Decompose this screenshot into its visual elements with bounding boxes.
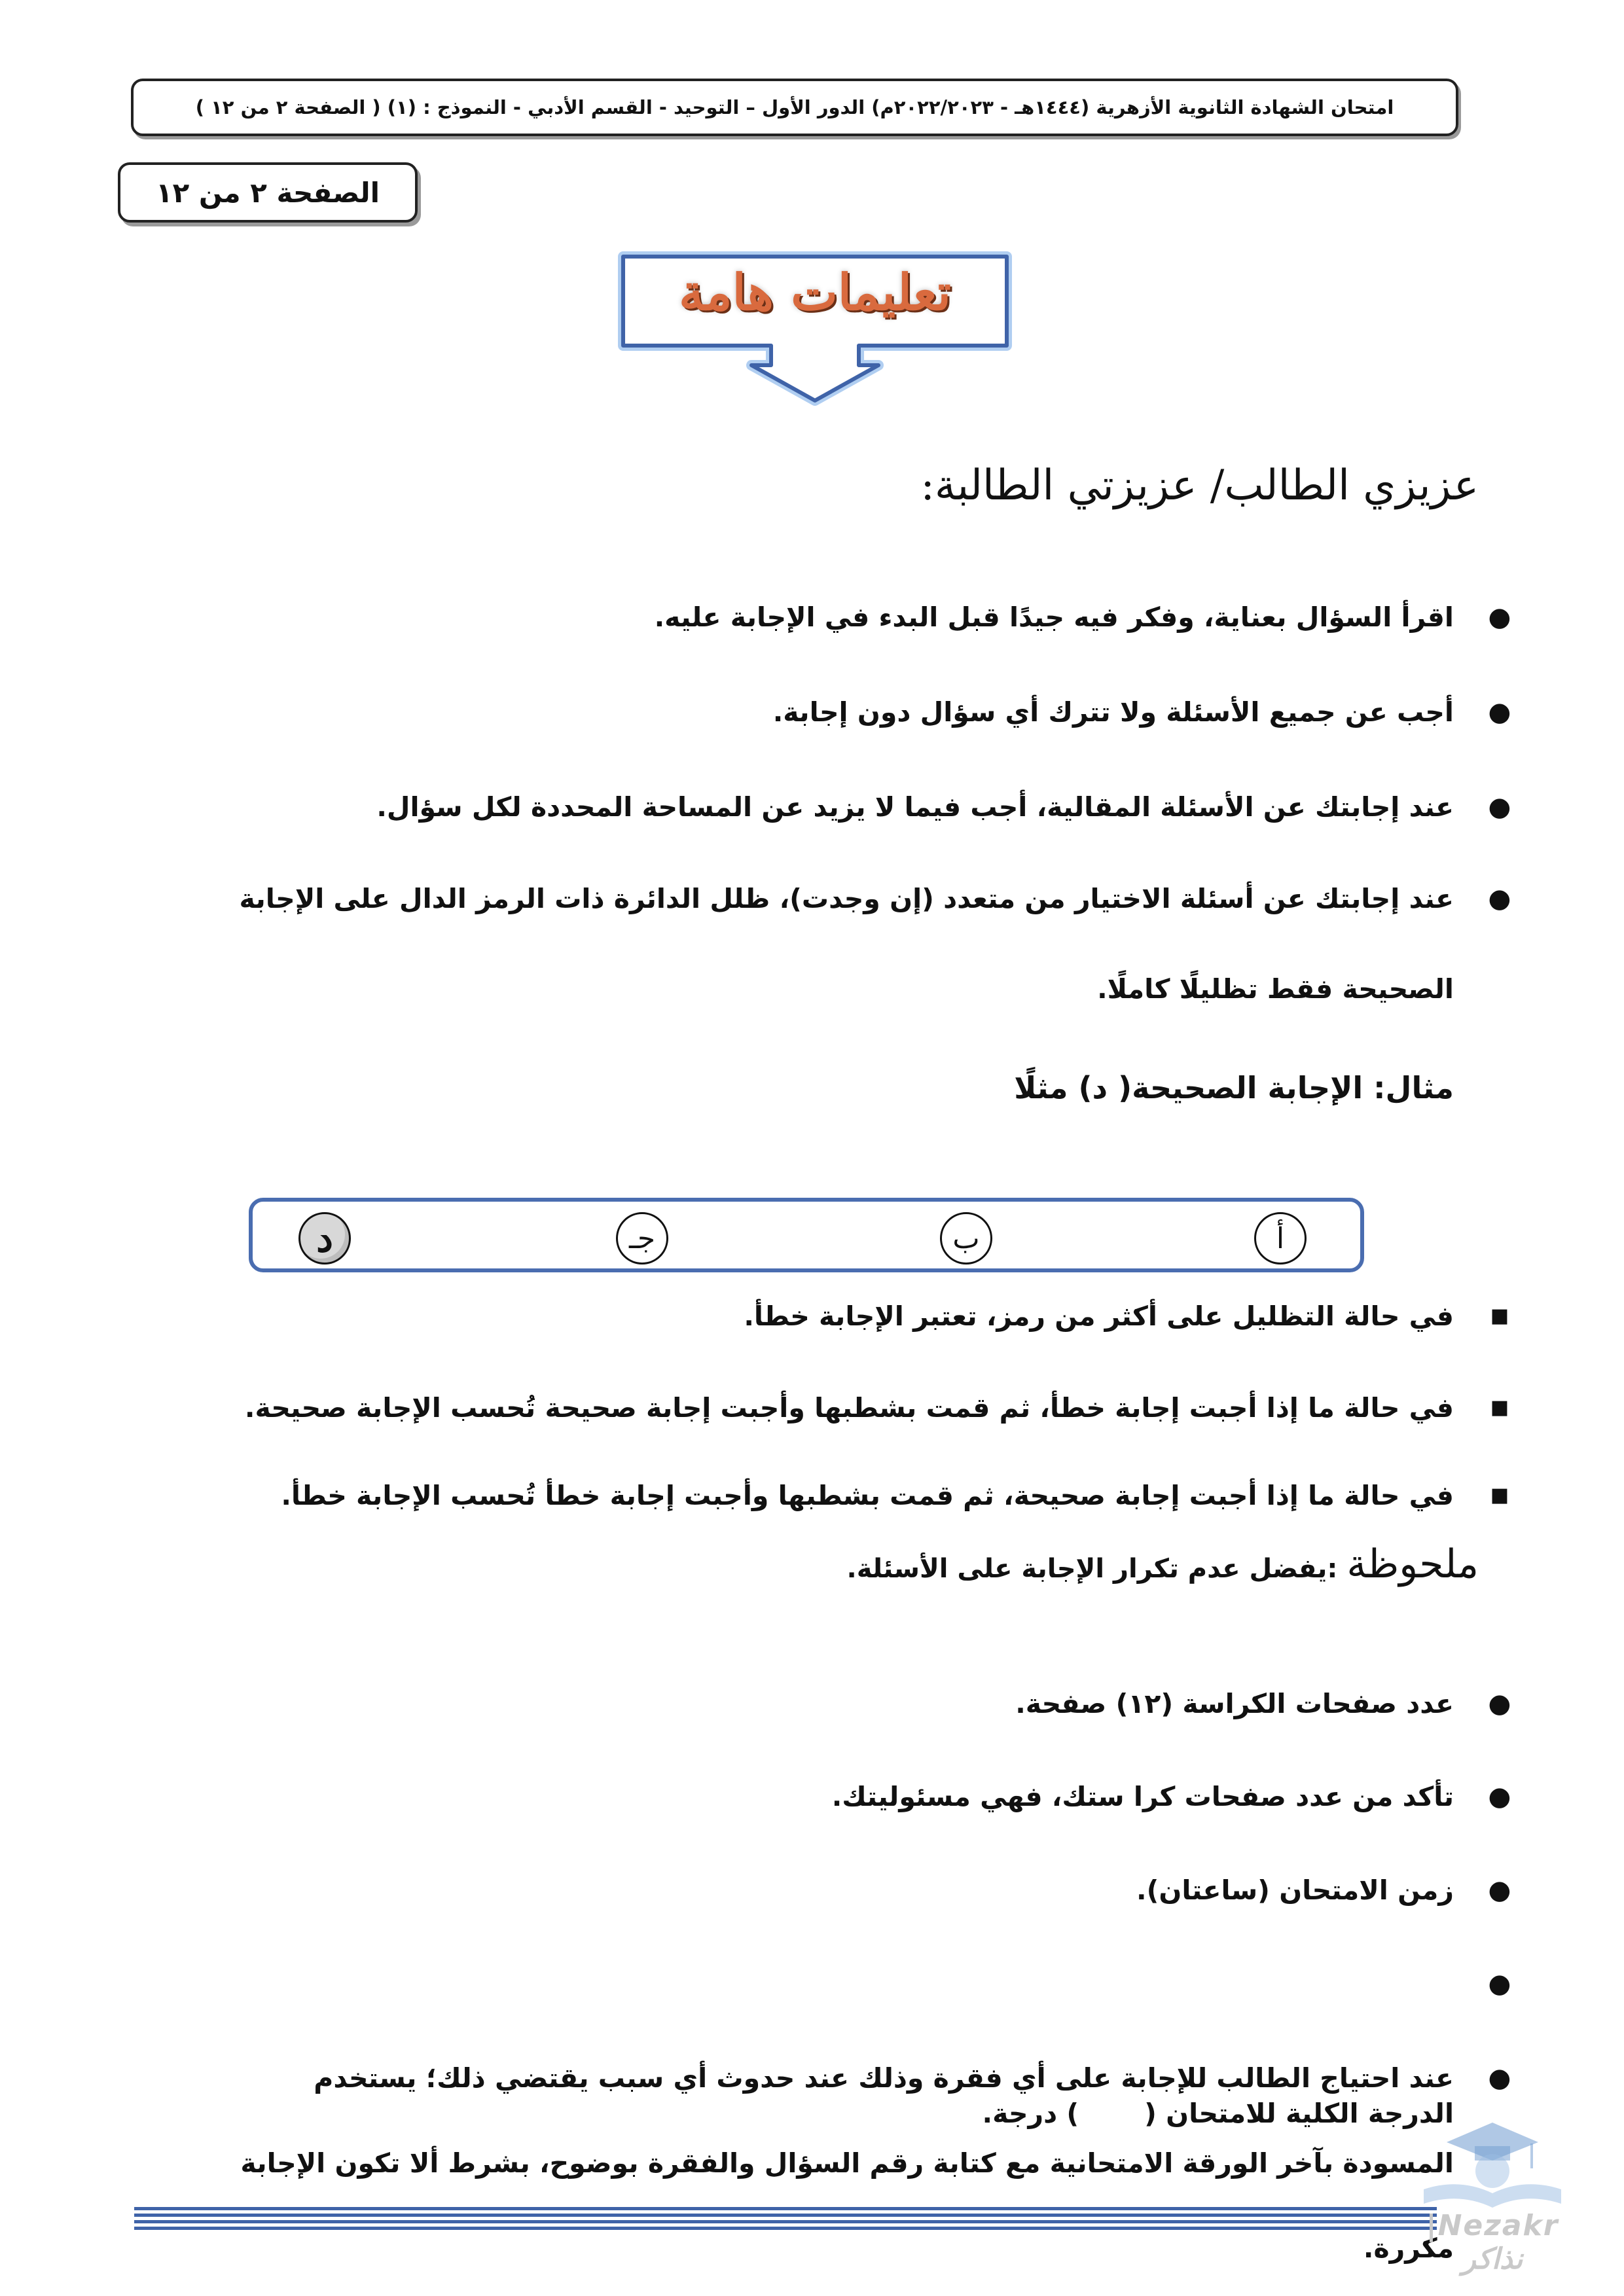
rule-item: [210, 1295, 1519, 1338]
rule-text: في حالة ما إذا أجبت إجابة صحيحة، ثم قمت بشطبها وأجبت إجابة خطأ تُحسب الإجابة خطأ.: [281, 1480, 1454, 1511]
page-number-label: الصفحة ٢ من ١٢: [155, 176, 380, 209]
bullet-dot-icon: ●: [1488, 697, 1511, 727]
info-text: عدد صفحات الكراسة (١٢) صفحة.: [1015, 1688, 1454, 1719]
info-text: الدرجة الكلية للامتحان ( ) درجة.: [982, 2098, 1454, 2129]
nezakr-logo: [1398, 2117, 1587, 2276]
rule-text: في حالة ما إذا أجبت إجابة خطأ، ثم قمت بشطبها وأجبت إجابة صحيحة تُحسب الإجابة صحيحة.: [244, 1392, 1454, 1424]
note-line: [847, 1541, 1479, 1587]
bullet-dot-icon: ●: [1488, 792, 1511, 822]
info-item: [210, 1869, 1519, 1912]
instruction-text: أجب عن جميع الأسئلة ولا تترك أي سؤال دون إجابة.: [772, 696, 1454, 728]
bullet-dot-icon: ●: [1488, 1969, 1511, 1999]
instruction-text: عند إجابتك عن الأسئلة المقالية، أجب فيما لا يزيد عن المساحة المحددة لكل سؤال.: [376, 791, 1454, 823]
bullet-dot-icon: ●: [1488, 1782, 1511, 1812]
info-text: زمن الامتحان (ساعتان).: [1136, 1874, 1454, 1906]
rule-text: في حالة التظليل على أكثر من رمز، تعتبر الإجابة خطأ.: [744, 1300, 1454, 1332]
instruction-text: عند إجابتك عن أسئلة الاختيار من متعدد (إن وجدت)، ظلل الدائرة ذات الرمز الدال على الإجابة الصحيحة فقط تظليلًا كاملًا.: [239, 883, 1454, 1005]
bullet-dot-icon: ●: [1488, 602, 1511, 632]
exam-header: [131, 79, 1458, 136]
rule-item: [184, 1474, 1519, 1517]
option-dal-circle-filled: د: [298, 1212, 351, 1265]
instruction-item: [211, 877, 1519, 1034]
bullet-dot-icon: ●: [1488, 1875, 1511, 1905]
note-label: ملحوظة: [1346, 1541, 1479, 1587]
instruction-item: [210, 596, 1519, 639]
info-text: تأكد من عدد صفحات كرا ستك، فهي مسئوليتك.: [831, 1781, 1454, 1812]
footer-divider: [134, 2207, 1437, 2233]
answer-example-strip: [249, 1198, 1364, 1272]
example-label: مثال: الإجابة الصحيحة( د) مثلًا: [1014, 1070, 1454, 1105]
info-item: [210, 1682, 1519, 1725]
bullet-dot-icon: ●: [1488, 884, 1511, 914]
instruction-item: [210, 691, 1519, 734]
bullet-square-icon: ■: [1490, 1304, 1509, 1327]
rule-item: [184, 1386, 1519, 1429]
graduation-cap-book-icon: [1398, 2117, 1587, 2215]
option-alef-circle: أ: [1254, 1212, 1307, 1265]
banner-title: تعليمات هامة: [679, 263, 951, 321]
bullet-square-icon: ■: [1490, 1484, 1509, 1507]
bullet-dot-icon: ●: [1488, 2063, 1511, 2093]
info-item: [211, 2056, 1519, 2291]
instruction-item: [210, 785, 1519, 829]
bullet-square-icon: ■: [1490, 1396, 1509, 1419]
exam-header-title: امتحان الشهادة الثانوية الأزهرية (١٤٤٤هـ - ٢٠٢٢/٢٠٢٣م) الدور الأول – التوحيد - القسم الأدبي - النموذج : (١) ( الصفحة ٢ من ١٢ ): [195, 96, 1394, 118]
option-ba-circle: ب: [940, 1212, 992, 1265]
instructions-banner: [615, 249, 1015, 412]
note-text: :يفضل عدم تكرار الإجابة على الأسئلة.: [846, 1554, 1338, 1584]
logo-text: Nezakr|نذاكر: [1426, 2209, 1559, 2276]
bullet-dot-icon: ●: [1488, 1689, 1511, 1719]
greeting: عزيزي الطالب/ عزيزتي الطالبة:: [920, 461, 1479, 510]
page-number-box: [118, 162, 418, 223]
info-item: [210, 1775, 1519, 1818]
option-jim-circle: جـ: [616, 1212, 668, 1265]
info-text: عند احتياج الطالب للإجابة على أي فقرة وذلك عند حدوث أي سبب يقتضي ذلك؛ يستخدم المسودة بآخر الورقة الامتحانية مع كتابة رقم السؤال والفقرة بوضوح، بشرط ألا تكون الإجابة مكررة.: [240, 2062, 1454, 2264]
instruction-text: اقرأ السؤال بعناية، وفكر فيه جيدًا قبل البدء في الإجابة عليه.: [654, 601, 1454, 633]
